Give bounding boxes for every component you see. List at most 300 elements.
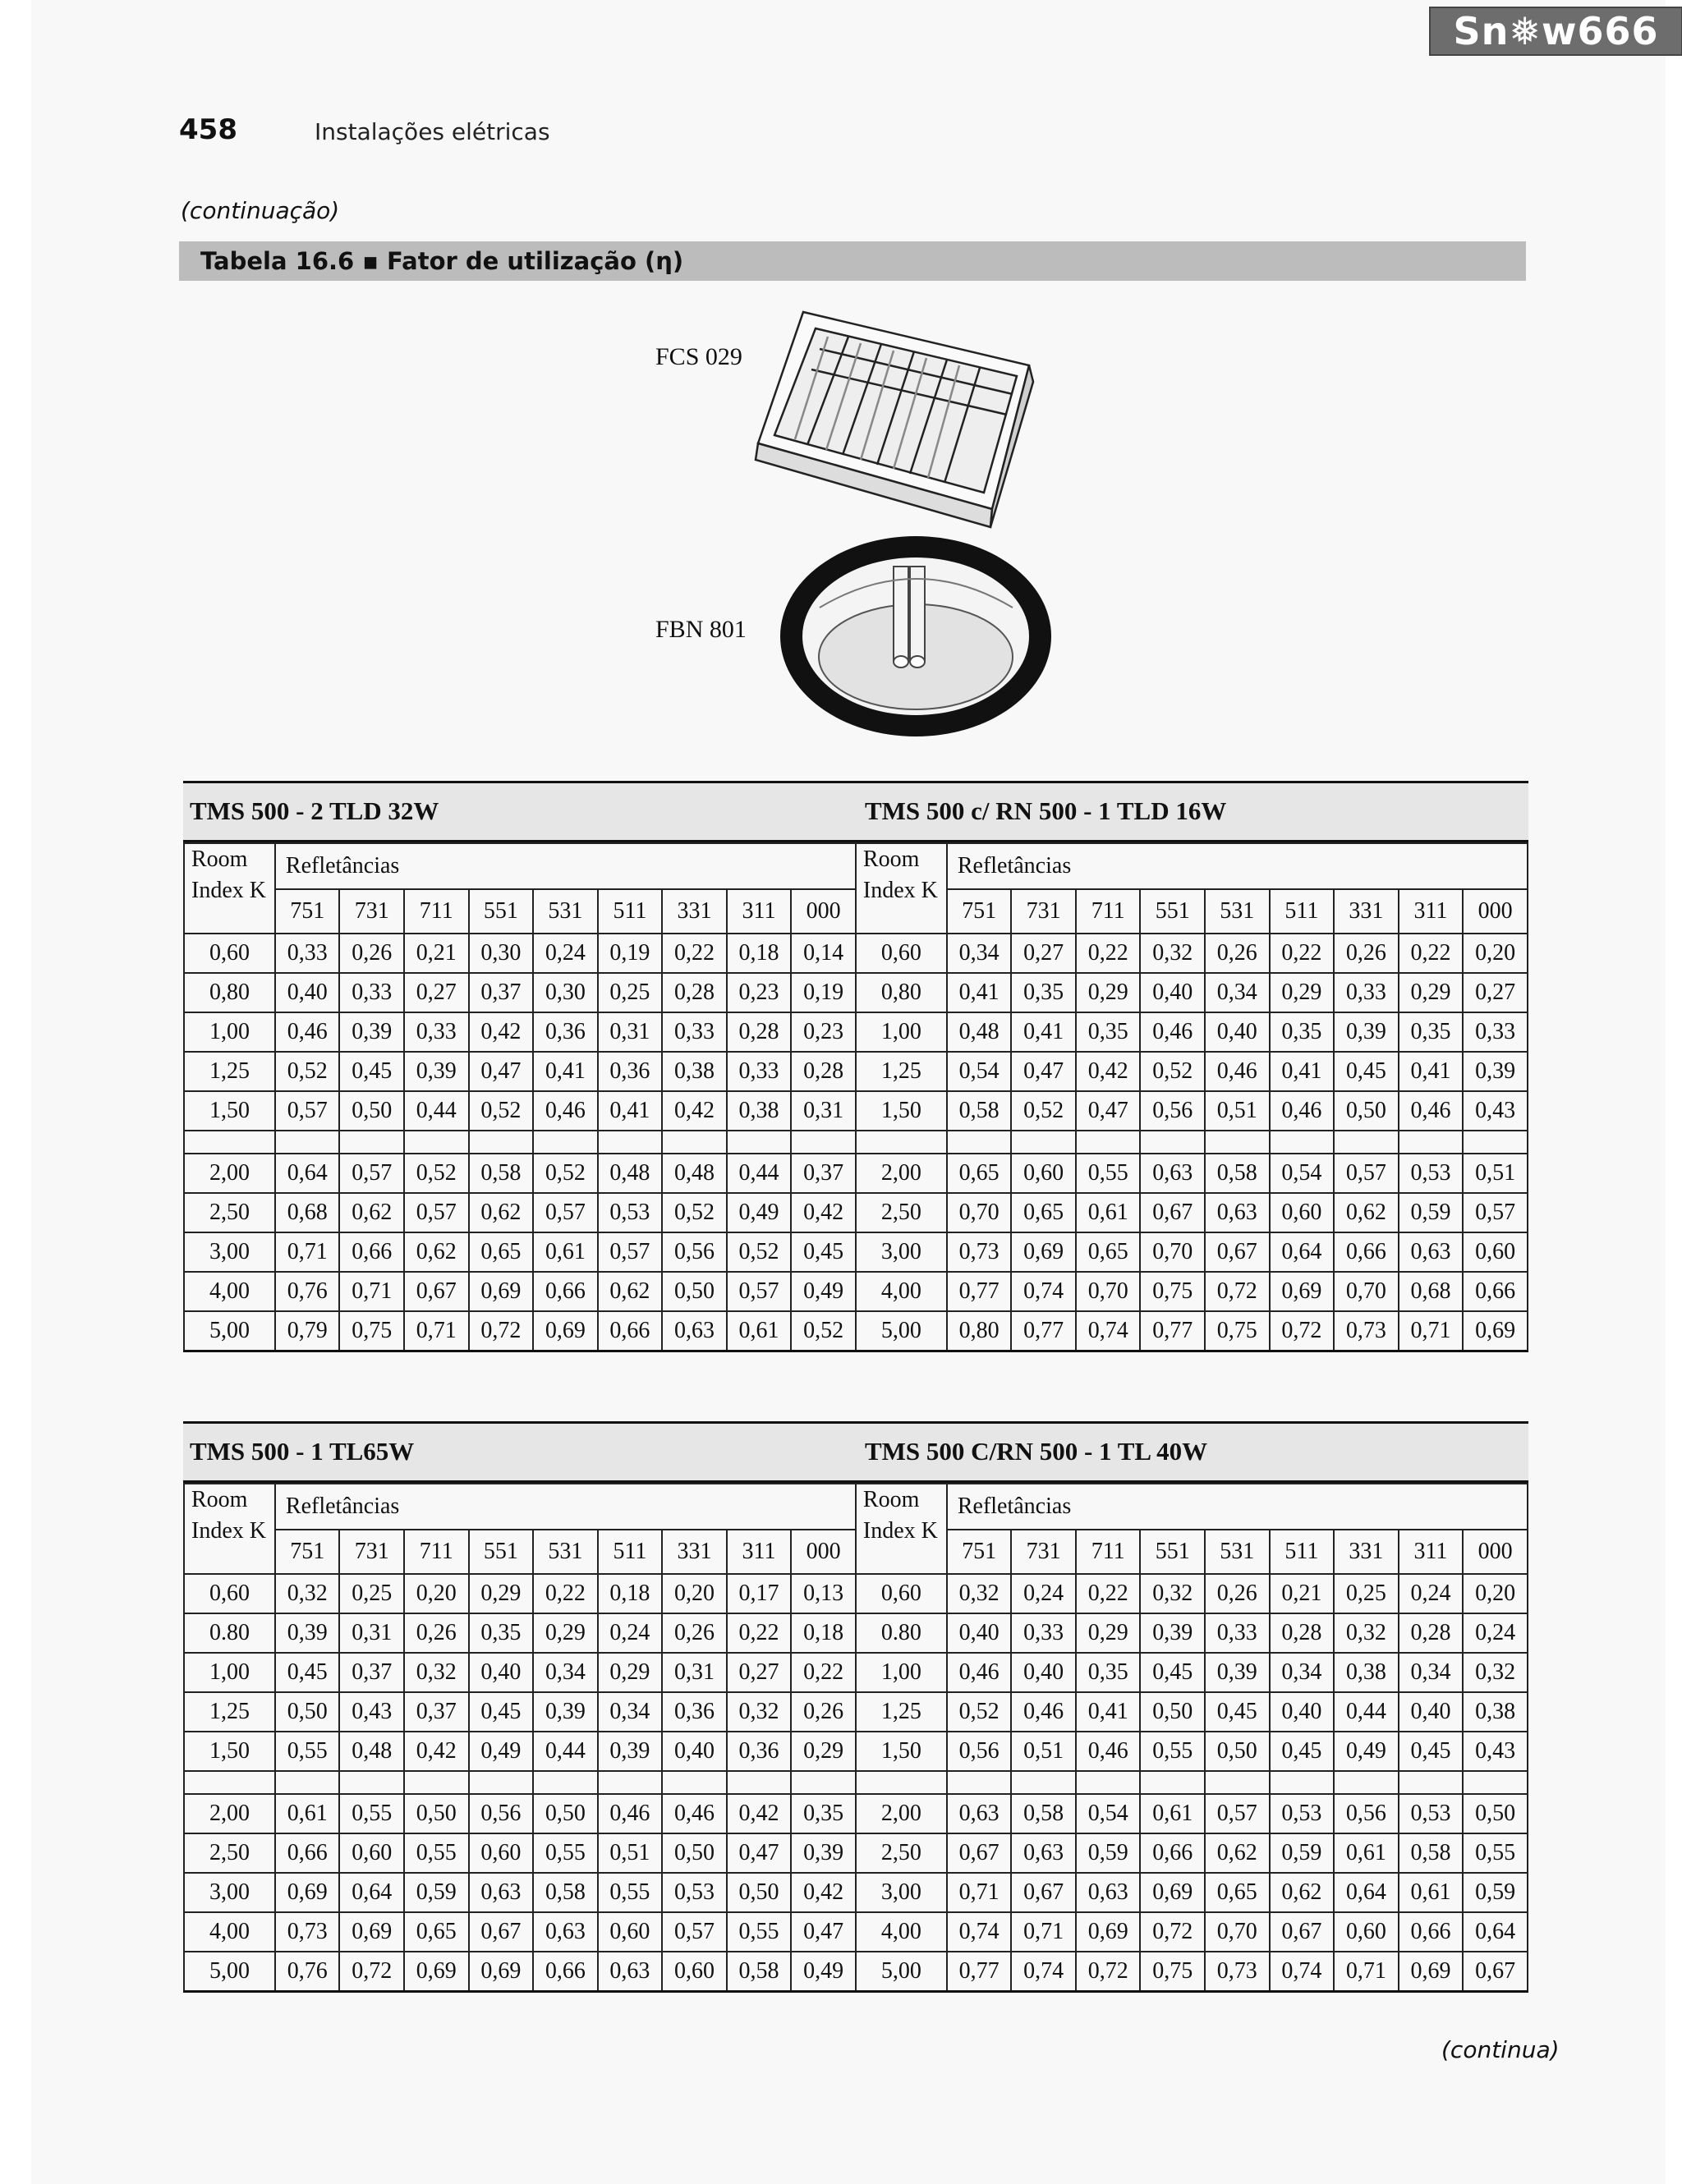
utilization-factor-cell: 0,45	[275, 1653, 340, 1692]
header-row	[184, 1484, 1528, 1530]
utilization-factor-cell: 0,51	[1011, 1732, 1076, 1771]
utilization-factor-cell: 0,72	[1140, 1912, 1205, 1952]
utilization-factor-cell: 0,80	[947, 1311, 1012, 1351]
utilization-factor-cell: 0,58	[1011, 1794, 1076, 1833]
utilization-factor-cell: 0,74	[947, 1912, 1012, 1952]
utilization-factor-cell: 0,69	[1270, 1272, 1335, 1311]
utilization-factor-cell: 0,69	[1463, 1311, 1528, 1351]
utilization-factor-cell: 0,70	[1140, 1232, 1205, 1272]
separator-cell	[1463, 1131, 1528, 1154]
utilization-factor-cell: 0,67	[1011, 1873, 1076, 1912]
utilization-factor-cell: 0,22	[1399, 934, 1464, 973]
utilization-factor-cell: 0,32	[1140, 1574, 1205, 1613]
utilization-factor-cell: 0,34	[1205, 973, 1270, 1012]
utilization-factor-cell: 0,57	[598, 1232, 663, 1272]
utilization-factor-cell: 0,50	[1463, 1794, 1528, 1833]
utilization-factor-cell: 0,69	[469, 1952, 534, 1992]
separator-cell	[404, 1131, 469, 1154]
utilization-factor-cell: 0,67	[947, 1833, 1012, 1873]
utilization-factor-cell: 0,59	[1270, 1833, 1335, 1873]
utilization-factor-cell: 0,57	[1463, 1193, 1528, 1232]
room-index-value: 0,80	[184, 973, 275, 1012]
utilization-factor-cell: 0,41	[598, 1091, 663, 1131]
utilization-factor-cell: 0,71	[404, 1311, 469, 1351]
utilization-factor-cell: 0,33	[727, 1052, 792, 1091]
utilization-factor-cell: 0,35	[1076, 1653, 1141, 1692]
utilization-factor-cell: 0,45	[791, 1232, 856, 1272]
utilization-factor-cell: 0,26	[404, 1613, 469, 1653]
utilization-factor-cell: 0,77	[1140, 1311, 1205, 1351]
separator-cell	[791, 1771, 856, 1794]
reflectance-code: 751	[275, 889, 340, 934]
utilization-factor-cell: 0,67	[1270, 1912, 1335, 1952]
table-row	[184, 1794, 1528, 1833]
table-row	[184, 1732, 1528, 1771]
utilization-factor-cell: 0,62	[1205, 1833, 1270, 1873]
utilization-factor-cell: 0,43	[1463, 1091, 1528, 1131]
utilization-factor-cell: 0,28	[662, 973, 727, 1012]
utilization-factor-cell: 0,24	[1011, 1574, 1076, 1613]
utilization-factor-cell: 0,50	[275, 1692, 340, 1732]
utilization-factor-cell: 0,65	[1076, 1232, 1141, 1272]
utilization-factor-cell: 0,41	[1011, 1012, 1076, 1052]
utilization-factor-cell: 0,53	[1399, 1154, 1464, 1193]
utilization-factor-cell: 0,67	[1463, 1952, 1528, 1992]
utilization-factor-cell: 0,53	[662, 1873, 727, 1912]
reflectance-code: 531	[1205, 1530, 1270, 1574]
utilization-factor-cell: 0,57	[1334, 1154, 1399, 1193]
table-2-right-title: TMS 500 C/RN 500 - 1 TL 40W	[865, 1437, 1208, 1466]
separator-cell	[1140, 1771, 1205, 1794]
utilization-factor-cell: 0,45	[469, 1692, 534, 1732]
utilization-factor-cell: 0,46	[662, 1794, 727, 1833]
utilization-factor-cell: 0,33	[1463, 1012, 1528, 1052]
utilization-factor-cell: 0,63	[598, 1952, 663, 1992]
room-index-value: 0.80	[856, 1613, 947, 1653]
separator-cell	[404, 1771, 469, 1794]
utilization-factor-cell: 0,47	[1011, 1052, 1076, 1091]
utilization-factor-cell: 0,28	[1399, 1613, 1464, 1653]
separator-cell	[184, 1131, 275, 1154]
utilization-factor-cell: 0,55	[1140, 1732, 1205, 1771]
separator-cell	[1205, 1771, 1270, 1794]
room-index-value: 2,00	[856, 1154, 947, 1193]
utilization-factor-cell: 0,55	[339, 1794, 404, 1833]
utilization-factor-cell: 0,55	[1463, 1833, 1528, 1873]
utilization-factor-cell: 0,20	[1463, 1574, 1528, 1613]
fcs-luminaire-icon	[756, 312, 1033, 527]
utilization-factor-cell: 0,58	[1399, 1833, 1464, 1873]
reflectance-code: 000	[791, 1530, 856, 1574]
reflectances-header: Refletâncias	[275, 1484, 856, 1530]
room-index-value: 2,50	[856, 1833, 947, 1873]
page-number: 458	[179, 113, 237, 146]
utilization-factor-cell: 0,60	[1334, 1912, 1399, 1952]
utilization-factor-cell: 0,27	[1463, 973, 1528, 1012]
utilization-factor-cell: 0,39	[533, 1692, 598, 1732]
room-index-value: 5,00	[856, 1952, 947, 1992]
reflectance-code: 000	[1463, 889, 1528, 934]
utilization-factor-cell: 0,42	[404, 1732, 469, 1771]
separator-cell	[469, 1131, 534, 1154]
utilization-factor-cell: 0,29	[1270, 973, 1335, 1012]
reflectance-code: 311	[1399, 1530, 1464, 1574]
reflectance-code: 511	[598, 1530, 663, 1574]
reflectance-code: 731	[1011, 889, 1076, 934]
reflectance-code: 331	[662, 1530, 727, 1574]
utilization-factor-cell: 0,55	[1076, 1154, 1141, 1193]
reflectances-header: Refletâncias	[275, 843, 856, 889]
utilization-factor-cell: 0,69	[404, 1952, 469, 1992]
room-index-value: 1,50	[856, 1091, 947, 1131]
utilization-factor-cell: 0,56	[1140, 1091, 1205, 1131]
separator-cell	[533, 1771, 598, 1794]
table-2-left-title: TMS 500 - 1 TL65W	[190, 1437, 415, 1466]
utilization-factor-cell: 0,66	[1334, 1232, 1399, 1272]
utilization-factor-cell: 0,51	[1463, 1154, 1528, 1193]
utilization-factor-cell: 0,33	[1011, 1613, 1076, 1653]
utilization-factor-cell: 0,72	[1076, 1952, 1141, 1992]
utilization-factor-cell: 0,34	[598, 1692, 663, 1732]
separator-cell	[469, 1771, 534, 1794]
utilization-factor-cell: 0,66	[1140, 1833, 1205, 1873]
luminaire-figure	[639, 304, 1099, 764]
utilization-factor-cell: 0,46	[1140, 1012, 1205, 1052]
utilization-factor-cell: 0,58	[1205, 1154, 1270, 1193]
room-index-value: 1,00	[856, 1012, 947, 1052]
utilization-factor-cell: 0,46	[1011, 1692, 1076, 1732]
utilization-factor-cell: 0,76	[275, 1952, 340, 1992]
utilization-factor-cell: 0,26	[791, 1692, 856, 1732]
utilization-factor-cell: 0,32	[727, 1692, 792, 1732]
room-index-header: Room Index K	[856, 1484, 947, 1574]
utilization-factor-cell: 0,69	[1076, 1912, 1141, 1952]
utilization-factor-cell: 0,33	[1334, 973, 1399, 1012]
utilization-factor-cell: 0,21	[1270, 1574, 1335, 1613]
utilization-factor-cell: 0,65	[947, 1154, 1012, 1193]
room-index-value: 1,50	[184, 1732, 275, 1771]
reflectance-code: 331	[1334, 889, 1399, 934]
room-index-value: 4,00	[184, 1912, 275, 1952]
utilization-factor-cell: 0,61	[1140, 1794, 1205, 1833]
utilization-factor-cell: 0,50	[662, 1272, 727, 1311]
luminaire-label-fbn: FBN 801	[655, 616, 747, 643]
utilization-factor-cell: 0,26	[1205, 934, 1270, 973]
utilization-factor-cell: 0,65	[469, 1232, 534, 1272]
table-row	[184, 1091, 1528, 1131]
utilization-factor-cell: 0,39	[1334, 1012, 1399, 1052]
utilization-factor-cell: 0,52	[1011, 1091, 1076, 1131]
utilization-factor-cell: 0,61	[275, 1794, 340, 1833]
utilization-factor-cell: 0,49	[791, 1272, 856, 1311]
utilization-factor-cell: 0,42	[1076, 1052, 1141, 1091]
utilization-factor-cell: 0,50	[404, 1794, 469, 1833]
header-row	[184, 843, 1528, 889]
utilization-factor-cell: 0,29	[1076, 973, 1141, 1012]
utilization-factor-cell: 0,39	[1463, 1052, 1528, 1091]
utilization-factor-cell: 0,75	[1205, 1311, 1270, 1351]
utilization-factor-cell: 0,50	[339, 1091, 404, 1131]
utilization-factor-cell: 0,40	[947, 1613, 1012, 1653]
utilization-factor-cell: 0,72	[1270, 1311, 1335, 1351]
utilization-factor-cell: 0,39	[339, 1012, 404, 1052]
utilization-factor-cell: 0,39	[598, 1732, 663, 1771]
separator-cell	[727, 1131, 792, 1154]
utilization-factor-cell: 0,53	[598, 1193, 663, 1232]
utilization-factor-cell: 0,55	[727, 1912, 792, 1952]
room-index-value: 1,00	[184, 1653, 275, 1692]
utilization-factor-cell: 0,55	[598, 1873, 663, 1912]
room-index-value: 4,00	[856, 1912, 947, 1952]
utilization-factor-cell: 0,40	[1011, 1653, 1076, 1692]
utilization-factor-cell: 0,25	[339, 1574, 404, 1613]
utilization-factor-cell: 0,29	[791, 1732, 856, 1771]
utilization-factor-cell: 0,63	[1011, 1833, 1076, 1873]
utilization-factor-cell: 0,39	[404, 1052, 469, 1091]
utilization-factor-cell: 0,39	[1140, 1613, 1205, 1653]
utilization-factor-cell: 0,77	[1011, 1311, 1076, 1351]
utilization-factor-cell: 0,68	[275, 1193, 340, 1232]
utilization-factor-cell: 0,41	[533, 1052, 598, 1091]
table-row	[184, 1154, 1528, 1193]
utilization-factor-cell: 0,32	[1463, 1653, 1528, 1692]
table-row	[184, 1912, 1528, 1952]
room-index-value: 5,00	[184, 1311, 275, 1351]
utilization-factor-cell: 0,61	[533, 1232, 598, 1272]
utilization-factor-cell: 0,19	[791, 973, 856, 1012]
utilization-factor-cell: 0,40	[1270, 1692, 1335, 1732]
utilization-factor-cell: 0,50	[662, 1833, 727, 1873]
utilization-factor-cell: 0,34	[533, 1653, 598, 1692]
utilization-factor-cell: 0,25	[1334, 1574, 1399, 1613]
utilization-factor-cell: 0,52	[275, 1052, 340, 1091]
utilization-factor-cell: 0,20	[404, 1574, 469, 1613]
utilization-factor-cell: 0,58	[469, 1154, 534, 1193]
utilization-factor-cell: 0,27	[404, 973, 469, 1012]
utilization-factor-cell: 0,57	[275, 1091, 340, 1131]
utilization-factor-cell: 0,33	[1205, 1613, 1270, 1653]
table-1-grid	[183, 842, 1528, 1352]
utilization-factor-cell: 0,33	[275, 934, 340, 973]
utilization-factor-cell: 0,23	[791, 1012, 856, 1052]
utilization-factor-cell: 0,41	[1270, 1052, 1335, 1091]
table-row	[184, 1272, 1528, 1311]
utilization-factor-cell: 0,56	[662, 1232, 727, 1272]
utilization-factor-cell: 0,59	[1076, 1833, 1141, 1873]
separator-cell	[1011, 1771, 1076, 1794]
room-index-value: 1,50	[184, 1091, 275, 1131]
separator-cell	[598, 1131, 663, 1154]
utilization-factor-cell: 0,41	[947, 973, 1012, 1012]
luminaire-drawing	[746, 304, 1091, 764]
utilization-factor-cell: 0,49	[1334, 1732, 1399, 1771]
reflectance-code: 000	[791, 889, 856, 934]
utilization-factor-cell: 0,64	[1334, 1873, 1399, 1912]
utilization-factor-cell: 0,32	[275, 1574, 340, 1613]
utilization-factor-cell: 0,37	[469, 973, 534, 1012]
utilization-factor-cell: 0,49	[727, 1193, 792, 1232]
separator-cell	[275, 1771, 340, 1794]
utilization-factor-cell: 0,30	[533, 973, 598, 1012]
utilization-factor-cell: 0,22	[791, 1653, 856, 1692]
running-title: Instalações elétricas	[315, 118, 550, 145]
room-index-value: 3,00	[184, 1232, 275, 1272]
separator-cell	[533, 1131, 598, 1154]
reflectances-header: Refletâncias	[947, 843, 1528, 889]
utilization-factor-cell: 0,62	[598, 1272, 663, 1311]
reflectance-code: 511	[1270, 889, 1335, 934]
room-index-value: 2,00	[856, 1794, 947, 1833]
room-index-value: 0,60	[856, 934, 947, 973]
utilization-factor-cell: 0,27	[1011, 934, 1076, 973]
room-index-value: 0,80	[856, 973, 947, 1012]
separator-cell	[947, 1771, 1012, 1794]
utilization-factor-cell: 0,63	[533, 1912, 598, 1952]
utilization-factor-cell: 0,60	[1463, 1232, 1528, 1272]
utilization-factor-cell: 0,33	[662, 1012, 727, 1052]
reflectance-code: 311	[727, 889, 792, 934]
utilization-factor-cell: 0,47	[791, 1912, 856, 1952]
reflectance-code: 311	[1399, 889, 1464, 934]
utilization-factor-cell: 0,32	[1334, 1613, 1399, 1653]
table-caption: Tabela 16.6 ▪ Fator de utilização (η)	[179, 241, 1526, 281]
utilization-factor-cell: 0,40	[469, 1653, 534, 1692]
utilization-factor-cell: 0,74	[1270, 1952, 1335, 1992]
utilization-factor-cell: 0,64	[275, 1154, 340, 1193]
utilization-factor-cell: 0,23	[727, 973, 792, 1012]
utilization-factor-cell: 0,46	[1270, 1091, 1335, 1131]
utilization-factor-cell: 0,14	[791, 934, 856, 973]
utilization-factor-cell: 0,50	[1334, 1091, 1399, 1131]
utilization-factor-cell: 0,47	[727, 1833, 792, 1873]
separator-cell	[598, 1771, 663, 1794]
reflectance-code: 531	[533, 1530, 598, 1574]
utilization-factor-cell: 0,44	[533, 1732, 598, 1771]
room-index-value: 0,60	[184, 1574, 275, 1613]
utilization-factor-cell: 0,33	[339, 973, 404, 1012]
utilization-factor-cell: 0,40	[275, 973, 340, 1012]
utilization-factor-cell: 0,50	[727, 1873, 792, 1912]
utilization-factor-cell: 0,67	[1140, 1193, 1205, 1232]
reflectance-code: 551	[1140, 889, 1205, 934]
utilization-factor-cell: 0,35	[1011, 973, 1076, 1012]
separator-cell	[1399, 1131, 1464, 1154]
utilization-factor-cell: 0,63	[469, 1873, 534, 1912]
utilization-factor-cell: 0,62	[1334, 1193, 1399, 1232]
utilization-factor-cell: 0,48	[947, 1012, 1012, 1052]
utilization-factor-cell: 0,53	[1270, 1794, 1335, 1833]
separator-cell	[339, 1771, 404, 1794]
separator-cell	[1076, 1131, 1141, 1154]
utilization-factor-cell: 0,75	[1140, 1952, 1205, 1992]
table-row	[184, 1613, 1528, 1653]
utilization-factor-cell: 0,57	[339, 1154, 404, 1193]
reflectance-code: 751	[947, 1530, 1012, 1574]
reflectance-code: 331	[1334, 1530, 1399, 1574]
table-row	[184, 934, 1528, 973]
room-index-value: 2,50	[856, 1193, 947, 1232]
utilization-factor-cell: 0,64	[1270, 1232, 1335, 1272]
utilization-factor-cell: 0,52	[727, 1232, 792, 1272]
utilization-factor-cell: 0,35	[1399, 1012, 1464, 1052]
utilization-factor-cell: 0,49	[469, 1732, 534, 1771]
utilization-factor-cell: 0,31	[339, 1613, 404, 1653]
utilization-factor-cell: 0,53	[1399, 1794, 1464, 1833]
utilization-factor-cell: 0,74	[1076, 1311, 1141, 1351]
utilization-factor-cell: 0,32	[1140, 934, 1205, 973]
utilization-factor-cell: 0,61	[1399, 1873, 1464, 1912]
utilization-factor-cell: 0,38	[727, 1091, 792, 1131]
reflectance-code: 731	[339, 1530, 404, 1574]
utilization-factor-cell: 0,62	[339, 1193, 404, 1232]
utilization-factor-cell: 0,18	[791, 1613, 856, 1653]
utilization-factor-cell: 0,46	[1399, 1091, 1464, 1131]
table-row	[184, 1873, 1528, 1912]
separator-cell	[275, 1131, 340, 1154]
utilization-factor-cell: 0,45	[1140, 1653, 1205, 1692]
utilization-factor-cell: 0,42	[727, 1794, 792, 1833]
utilization-factor-cell: 0,61	[1076, 1193, 1141, 1232]
utilization-factor-cell: 0,48	[339, 1732, 404, 1771]
utilization-factor-cell: 0,20	[1463, 934, 1528, 973]
group-separator	[184, 1131, 1528, 1154]
table-row	[184, 1193, 1528, 1232]
utilization-factor-cell: 0,44	[404, 1091, 469, 1131]
utilization-factor-cell: 0,22	[662, 934, 727, 973]
utilization-factor-cell: 0,57	[1205, 1794, 1270, 1833]
table-row	[184, 1574, 1528, 1613]
utilization-factor-cell: 0,73	[947, 1232, 1012, 1272]
utilization-factor-cell: 0,26	[339, 934, 404, 973]
reflectance-code: 511	[1270, 1530, 1335, 1574]
utilization-factor-cell: 0,75	[1140, 1272, 1205, 1311]
room-index-value: 5,00	[184, 1952, 275, 1992]
utilization-factor-cell: 0,44	[727, 1154, 792, 1193]
separator-cell	[1140, 1131, 1205, 1154]
room-index-value: 1,50	[856, 1732, 947, 1771]
utilization-factor-cell: 0,66	[1399, 1912, 1464, 1952]
utilization-factor-cell: 0,35	[1076, 1012, 1141, 1052]
utilization-factor-cell: 0,74	[1011, 1952, 1076, 1992]
reflectance-code: 511	[598, 889, 663, 934]
room-index-value: 2,50	[184, 1193, 275, 1232]
utilization-factor-cell: 0,46	[1076, 1732, 1141, 1771]
room-index-header: Room Index K	[856, 843, 947, 934]
utilization-factor-cell: 0,46	[533, 1091, 598, 1131]
utilization-factor-cell: 0,29	[469, 1574, 534, 1613]
utilization-factor-cell: 0,58	[533, 1873, 598, 1912]
utilization-factor-cell: 0,32	[404, 1653, 469, 1692]
room-index-value: 0.80	[184, 1613, 275, 1653]
utilization-factor-cell: 0,43	[339, 1692, 404, 1732]
utilization-factor-cell: 0,33	[404, 1012, 469, 1052]
utilization-factor-cell: 0,54	[1270, 1154, 1335, 1193]
reflectance-code: 531	[1205, 889, 1270, 934]
utilization-factor-cell: 0,73	[275, 1912, 340, 1952]
utilization-factor-cell: 0,45	[1270, 1732, 1335, 1771]
utilization-factor-cell: 0,60	[469, 1833, 534, 1873]
utilization-factor-cell: 0,55	[275, 1732, 340, 1771]
separator-cell	[184, 1771, 275, 1794]
utilization-factor-cell: 0,36	[598, 1052, 663, 1091]
utilization-factor-cell: 0,18	[598, 1574, 663, 1613]
table-row	[184, 1311, 1528, 1351]
utilization-factor-cell: 0,73	[1205, 1952, 1270, 1992]
utilization-factor-cell: 0,72	[1205, 1272, 1270, 1311]
utilization-factor-cell: 0,67	[1205, 1232, 1270, 1272]
separator-cell	[1334, 1771, 1399, 1794]
utilization-factor-cell: 0,46	[947, 1653, 1012, 1692]
